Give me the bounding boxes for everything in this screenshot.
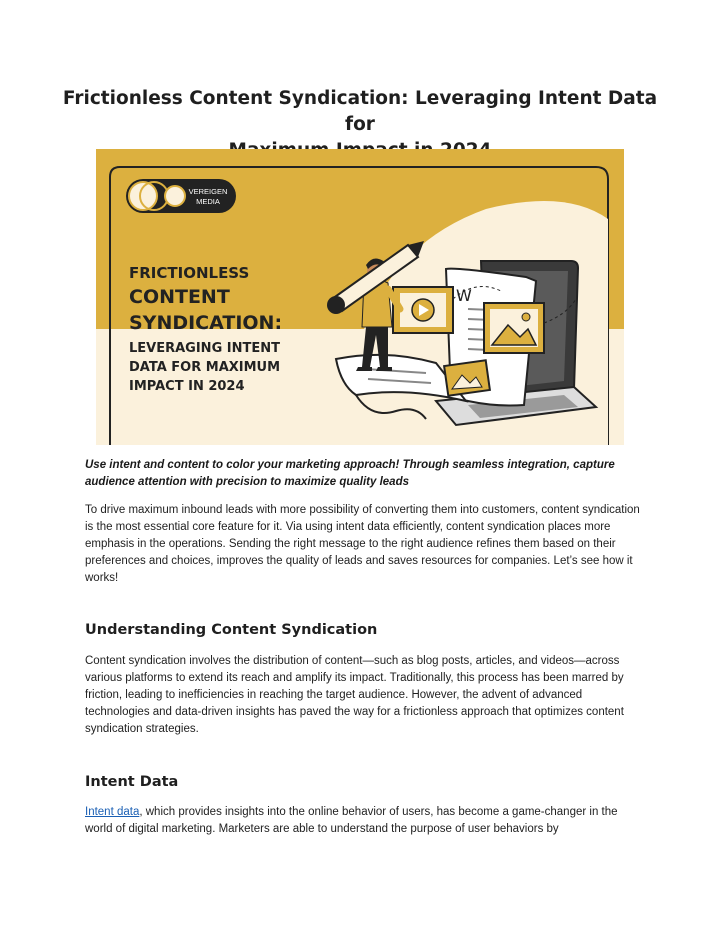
intro-paragraph: To drive maximum inbound leads with more possibility of converting them into customers, content syndication is the most essential core feature for it. Via using intent data efficiently, content syndication places more emphasis in the operations. Sending the right message to the right audience refines them based on their preferences and choices, improves the quality of leads and saves resources for companies. Let’s see how it works! <box>85 504 640 584</box>
lead-paragraph: Use intent and content to color your marketing approach! Through seamless integration, capture audience attention with precision to maximize quality leads <box>85 459 615 488</box>
headline-line-6: IMPACT IN 2024 <box>129 379 245 394</box>
section-body-intent-data <box>85 804 645 838</box>
seal-icon <box>165 186 185 206</box>
brand-logo <box>126 179 236 213</box>
intent-data-text: , which provides insights into the online behavior of users, has become a game-changer in the world of digital marketing. Marketers are able to understand the purpose of user behaviors by <box>85 806 618 835</box>
section-body-content-syndication: Content syndication involves the distribution of content—such as blog posts, articles, and videos—across various platforms to extend its reach and amplify its impact. Traditionally, this process has been marred by friction, leading to inefficiencies in reaching the target audience. However, the advent of advanced technologies and data-driven insights has paved the way for a frictionless approach that optimizes content syndication strategies. <box>85 655 624 735</box>
hero-illustration <box>96 149 624 445</box>
headline-line-4: LEVERAGING INTENT <box>129 341 280 356</box>
headline-line-3: SYNDICATION: <box>129 312 283 334</box>
section-heading-content-syndication: Understanding Content Syndication <box>85 622 378 638</box>
brand-line-1: VEREIGEN <box>188 187 228 196</box>
hero-banner <box>96 149 624 445</box>
brand-line-2: MEDIA <box>196 197 220 206</box>
headline-line-5: DATA FOR MAXIMUM <box>129 360 281 375</box>
doc-letter: W <box>456 286 472 305</box>
intent-data-link[interactable]: Intent data <box>85 806 140 818</box>
image-card-small <box>444 360 490 396</box>
headline-line-2: CONTENT <box>129 286 230 308</box>
image-card-large <box>484 303 544 353</box>
headline-line-1: FRICTIONLESS <box>129 264 250 282</box>
title-line-1: Frictionless Content Syndication: Leveraging Intent Data for <box>62 88 658 135</box>
section-heading-intent-data: Intent Data <box>85 774 179 790</box>
